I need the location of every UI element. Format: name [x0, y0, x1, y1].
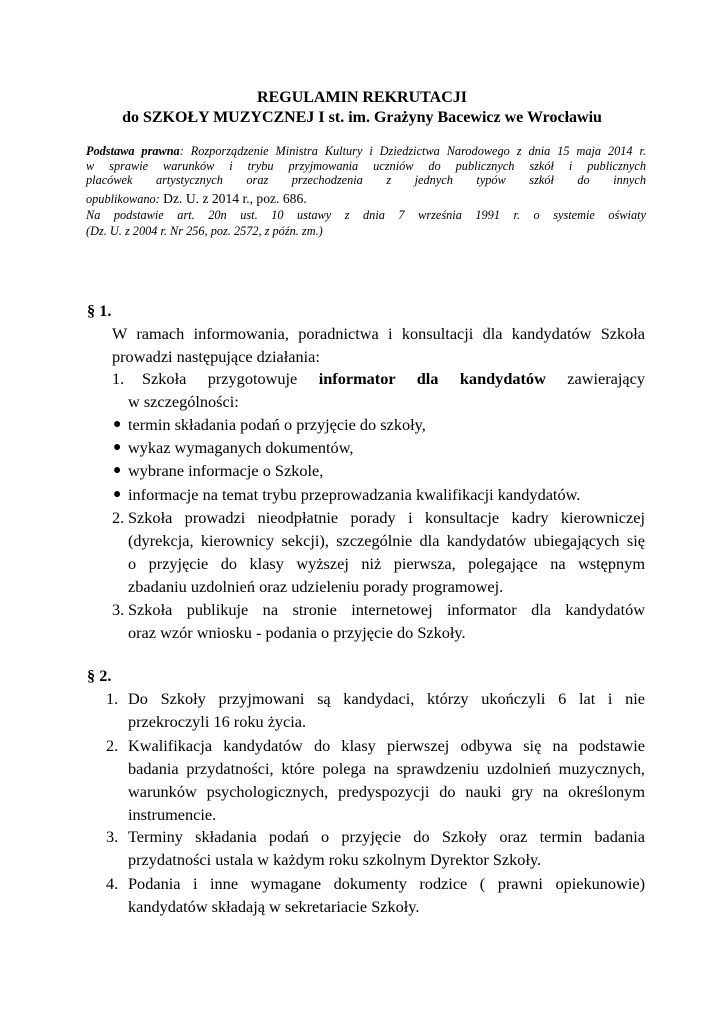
section1-item3-text [128, 598, 645, 644]
section1-item1-line1 [142, 367, 645, 390]
item1-post: zawierający [545, 369, 646, 388]
section1-intro-line1: W ramach informowania, poradnictwa i konsultacji dla kandydatów Szkoła [112, 324, 645, 343]
section1-item1-number: 1. [112, 369, 125, 388]
s2-item4-line: Podania i inne wymagane dokumenty rodzice ( prawni opiekunowie) [128, 874, 645, 893]
item2-line: Szkoła prowadzi nieodpłatnie porady i konsultacje kadry kierowniczej [128, 508, 645, 527]
s2-item3-line: przydatności ustala w każdym roku szkolnym Dyrektor Szkoły. [128, 850, 542, 869]
legal-basis-line5 [86, 208, 646, 223]
item1-pre: Szkoła przygotowuje [142, 369, 319, 388]
legal-basis-label: Podstawa prawna [86, 144, 180, 158]
section2-item2-text [128, 734, 645, 826]
bullet-icon: ● [113, 487, 122, 502]
legal-basis-line3: placówek artystycznych oraz przechodzenia z jednych typów szkół do innych [86, 173, 646, 187]
section1-item1-line2: w szczególności: [128, 392, 239, 411]
item3-line: Szkoła publikuje na stronie internetowej informator dla kandydatów [128, 600, 645, 619]
s2-item1-line: przekroczyli 16 roku życia. [128, 712, 307, 731]
section2-item2-number: 2. [106, 736, 119, 755]
section1-intro-line2: prowadzi następujące działania: [112, 347, 320, 366]
item2-line: zbadaniu uzdolnień oraz udzieleniu porady programowej. [128, 577, 504, 596]
s2-item3-line: Terminy składania podań o przyjęcie do Szkoły oraz termin badania [128, 827, 645, 846]
s2-item2-line: instrumencie. [128, 805, 217, 824]
bullet-icon: ● [113, 417, 122, 432]
document-title: REGULAMIN REKRUTACJI [257, 89, 467, 106]
section2-item1-number: 1. [106, 689, 119, 708]
s2-item2-line: badania przydatności, które polega na sprawdzeniu uzdolnień muzycznych, [128, 759, 645, 778]
s2-item2-line: warunków psychologicznych, predyspozycji do nauki gry na określonym [128, 782, 645, 801]
section2-item4-number: 4. [106, 874, 119, 893]
legal-basis-line2: w sprawie warunków i trybu przyjmowania uczniów do publicznych szkół i publicznych [86, 158, 646, 173]
legal-basis-block [86, 144, 646, 188]
section2-item4-text [128, 872, 645, 918]
item3-line: oraz wzór wniosku - podania o przyjęcie do Szkoły. [128, 623, 466, 642]
legal-basis-publication [86, 192, 646, 207]
legal-basis-line4-plain: Dz. U. z 2014 r., poz. 686. [159, 191, 307, 206]
section1-item2-text [128, 506, 645, 598]
bullet-item: wybrane informacje o Szkole, [128, 461, 324, 480]
bullet-item: wykaz wymaganych dokumentów, [128, 438, 354, 457]
section2-item3-number: 3. [106, 827, 119, 846]
section2-item3-text [128, 825, 645, 871]
section1-intro [112, 322, 645, 368]
legal-basis-line4-italic: opublikowano: [86, 192, 160, 206]
document-subtitle: do SZKOŁY MUZYCZNEJ I st. im. Grażyny Bacewicz we Wrocławiu [122, 109, 602, 126]
bullet-icon: ● [113, 463, 122, 478]
legal-basis-line5-text: Na podstawie art. 20n ust. 10 ustawy z dnia 7 września 1991 r. o systemie oświaty [86, 208, 646, 222]
bullet-item: informacje na temat trybu przeprowadzania kwalifikacji kandydatów. [128, 485, 581, 504]
legal-basis-line1: : Rozporządzenie Ministra Kultury i Dziedzictwa Narodowego z dnia 15 maja 2014 r. [179, 144, 646, 158]
s2-item4-line: kandydatów składają w sekretariacie Szkoły. [128, 897, 420, 916]
s2-item1-line: Do Szkoły przyjmowani są kandydaci, którzy ukończyli 6 lat i nie [128, 689, 645, 708]
section1-item3-number: 3. [112, 600, 125, 619]
item1-bold: informator dla kandydatów [318, 369, 546, 388]
legal-basis-line6: (Dz. U. z 2004 r. Nr 256, poz. 2572, z późn. zm.) [86, 224, 323, 238]
bullet-icon: ● [113, 440, 122, 455]
item2-line: o przyjęcie do klasy wyższej niż pierwsza, polegające na wstępnym [128, 554, 645, 573]
section2-heading: § 2. [87, 666, 112, 685]
item2-line: (dyrekcja, kierownicy sekcji), szczególnie dla kandydatów ubiegających się [128, 531, 645, 550]
section2-item1-text [128, 687, 645, 733]
bullet-item: termin składania podań o przyjęcie do szkoły, [128, 415, 426, 434]
s2-item2-line: Kwalifikacja kandydatów do klasy pierwszej odbywa się na podstawie [128, 736, 645, 755]
section1-item2-number: 2. [112, 508, 125, 527]
section1-item1-text [142, 367, 645, 390]
section1-heading: § 1. [87, 301, 112, 320]
